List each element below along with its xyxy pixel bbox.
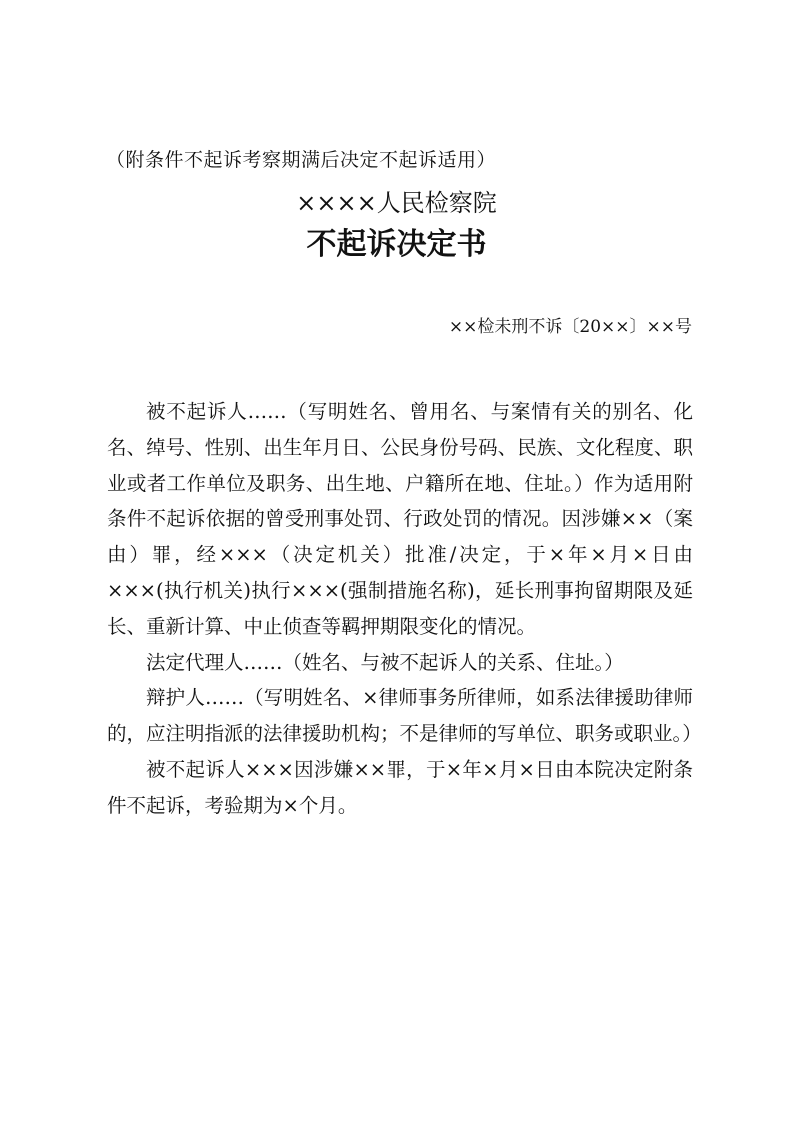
paragraph-defendant-info: 被不起诉人……（写明姓名、曾用名、与案情有关的别名、化名、绰号、性别、出生年月日、公民身份号码、民族、文化程度、职业或者工作单位及职务、出生地、户籍所在地、住址。）作为适用附条件不起诉依据的曾受刑事处罚、行政处罚的情况。因涉嫌××（案由）罪，经×××（决定机关）批准/决定，于×年×月×日由×××(执行机关)执行×××(强制措施名称)，延长刑事拘留期限及延长、重新计算、中止侦查等羁押期限变化的情况。 [107, 400, 693, 638]
paragraph-defense-counsel: 辩护人……（写明姓名、×律师事务所律师，如系法律援助律师的，应注明指派的法律援助机构；不是律师的写单位、职务或职业。） [107, 686, 702, 746]
paragraph-decision: 被不起诉人×××因涉嫌××罪，于×年×月×日由本院决定附条件不起诉，考验期为×个月。 [107, 757, 693, 817]
document-title: 不起诉决定书 [306, 227, 487, 262]
document-body [107, 394, 702, 824]
paragraph-legal-representative: 法定代理人……（姓名、与被不起诉人的关系、住址。） [146, 650, 624, 674]
document-number: ××检未刑不诉〔20××〕××号 [448, 317, 692, 337]
applicability-note: （附条件不起诉考察期满后决定不起诉适用） [106, 149, 497, 171]
organization-name: ××××人民检察院 [296, 189, 497, 217]
